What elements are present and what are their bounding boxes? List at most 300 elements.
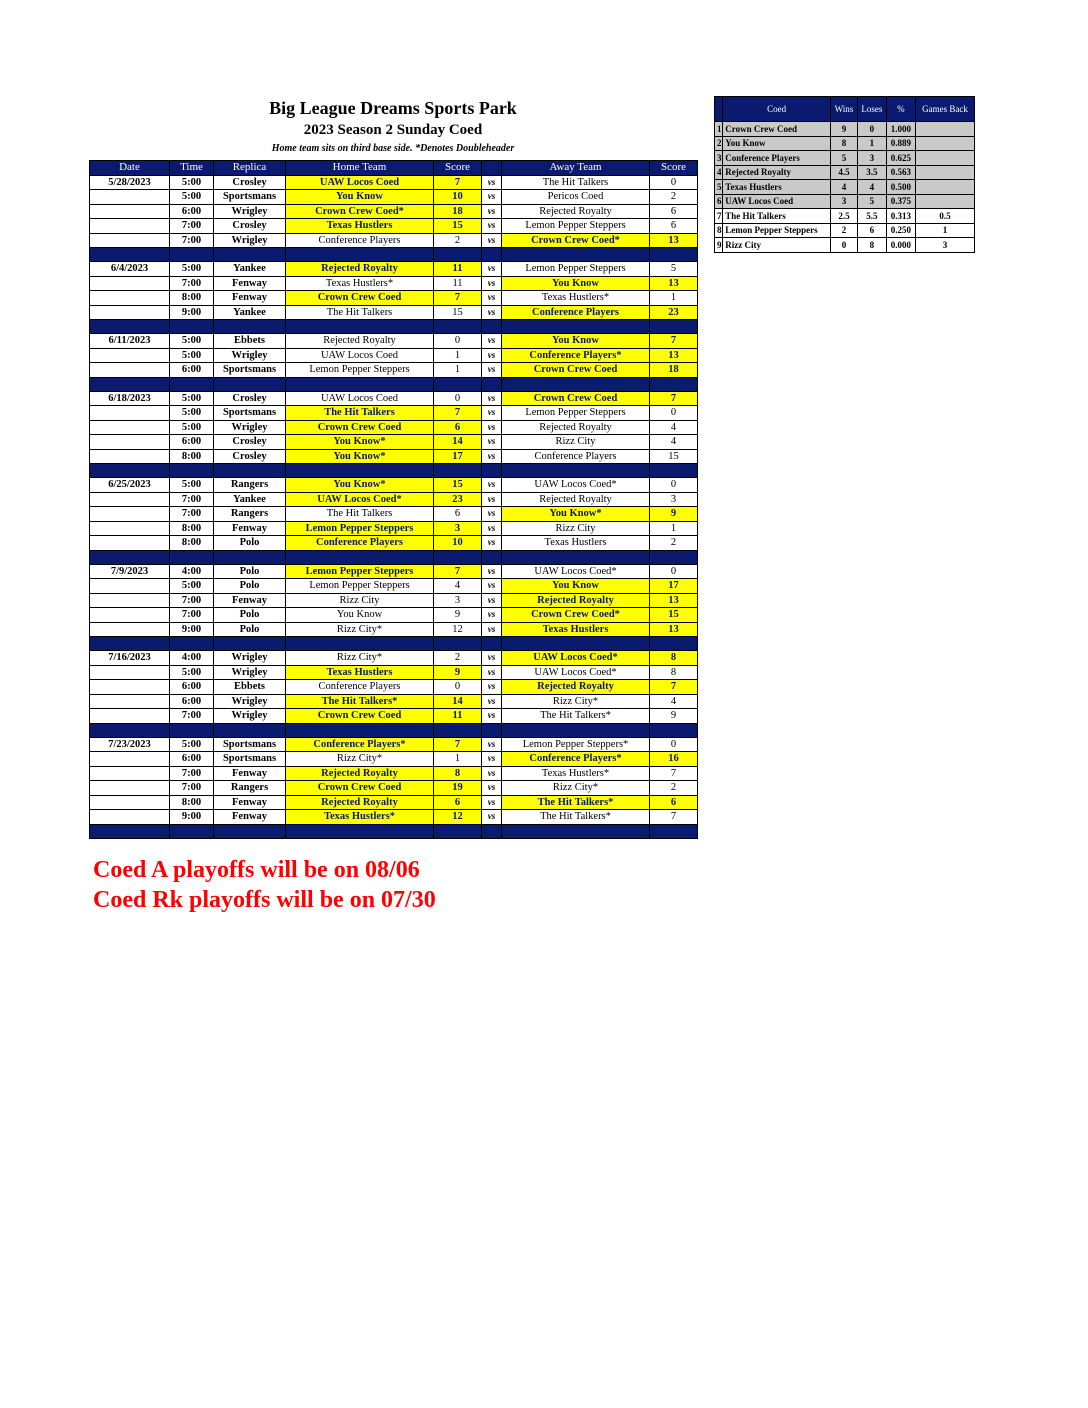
game-time: 8:00 bbox=[170, 449, 214, 464]
away-score: 4 bbox=[650, 420, 698, 435]
separator-cell bbox=[214, 637, 286, 651]
game-row bbox=[90, 175, 698, 190]
standings-rank: 1 bbox=[715, 122, 723, 137]
game-replica: Rangers bbox=[214, 781, 286, 796]
home-team: Rizz City bbox=[286, 593, 434, 608]
game-time: 7:00 bbox=[170, 766, 214, 781]
game-replica: Crosley bbox=[214, 391, 286, 406]
game-row bbox=[90, 435, 698, 450]
separator-cell bbox=[90, 377, 170, 391]
home-score: 19 bbox=[434, 781, 482, 796]
game-time: 6:00 bbox=[170, 680, 214, 695]
away-score: 9 bbox=[650, 507, 698, 522]
vs-label: vs bbox=[482, 175, 502, 190]
game-row bbox=[90, 680, 698, 695]
game-replica: Crosley bbox=[214, 219, 286, 234]
home-score: 11 bbox=[434, 276, 482, 291]
away-team: The Hit Talkers* bbox=[502, 810, 650, 825]
away-team: Texas Hustlers* bbox=[502, 766, 650, 781]
away-team: Pericos Coed bbox=[502, 190, 650, 205]
home-team: Texas Hustlers bbox=[286, 665, 434, 680]
away-team: You Know bbox=[502, 334, 650, 349]
home-team: Crown Crew Coed bbox=[286, 420, 434, 435]
away-score: 18 bbox=[650, 363, 698, 378]
game-date: 6/4/2023 bbox=[90, 262, 170, 277]
home-score: 15 bbox=[434, 305, 482, 320]
game-time: 7:00 bbox=[170, 492, 214, 507]
home-score: 17 bbox=[434, 449, 482, 464]
game-row bbox=[90, 795, 698, 810]
separator-cell bbox=[502, 824, 650, 838]
game-time: 8:00 bbox=[170, 291, 214, 306]
game-date bbox=[90, 363, 170, 378]
game-row bbox=[90, 219, 698, 234]
separator-cell bbox=[286, 637, 434, 651]
away-score: 2 bbox=[650, 781, 698, 796]
separator-cell bbox=[90, 550, 170, 564]
away-team: Rejected Royalty bbox=[502, 680, 650, 695]
standings-rank: 4 bbox=[715, 165, 723, 180]
vs-label: vs bbox=[482, 795, 502, 810]
separator-cell bbox=[170, 377, 214, 391]
game-row bbox=[90, 348, 698, 363]
away-score: 15 bbox=[650, 449, 698, 464]
away-score: 0 bbox=[650, 478, 698, 493]
game-time: 9:00 bbox=[170, 810, 214, 825]
game-date bbox=[90, 579, 170, 594]
vs-label: vs bbox=[482, 406, 502, 421]
game-time: 6:00 bbox=[170, 204, 214, 219]
game-row bbox=[90, 709, 698, 724]
game-row bbox=[90, 334, 698, 349]
standings-table bbox=[714, 96, 975, 253]
standings-row bbox=[715, 223, 975, 238]
away-team: The Hit Talkers bbox=[502, 175, 650, 190]
separator-cell bbox=[482, 824, 502, 838]
game-time: 9:00 bbox=[170, 622, 214, 637]
game-date bbox=[90, 190, 170, 205]
week-separator bbox=[90, 320, 698, 334]
game-replica: Polo bbox=[214, 536, 286, 551]
standings-loses: 8 bbox=[857, 238, 886, 253]
away-team: Rizz City bbox=[502, 521, 650, 536]
home-team: You Know bbox=[286, 190, 434, 205]
separator-cell bbox=[214, 320, 286, 334]
away-team: You Know* bbox=[502, 507, 650, 522]
separator-cell bbox=[214, 464, 286, 478]
game-time: 6:00 bbox=[170, 752, 214, 767]
game-row bbox=[90, 204, 698, 219]
vs-label: vs bbox=[482, 435, 502, 450]
home-score: 7 bbox=[434, 291, 482, 306]
away-score: 6 bbox=[650, 795, 698, 810]
game-time: 5:00 bbox=[170, 190, 214, 205]
home-score: 8 bbox=[434, 766, 482, 781]
schedule-table bbox=[89, 160, 698, 839]
away-score: 7 bbox=[650, 391, 698, 406]
game-replica: Wrigley bbox=[214, 204, 286, 219]
game-time: 5:00 bbox=[170, 420, 214, 435]
game-replica: Fenway bbox=[214, 795, 286, 810]
home-team: Rejected Royalty bbox=[286, 795, 434, 810]
separator-cell bbox=[434, 637, 482, 651]
game-date bbox=[90, 536, 170, 551]
home-score: 7 bbox=[434, 175, 482, 190]
away-score: 13 bbox=[650, 276, 698, 291]
home-score: 11 bbox=[434, 709, 482, 724]
home-team: Texas Hustlers* bbox=[286, 276, 434, 291]
vs-label: vs bbox=[482, 391, 502, 406]
away-score: 7 bbox=[650, 334, 698, 349]
vs-label: vs bbox=[482, 752, 502, 767]
separator-cell bbox=[286, 464, 434, 478]
game-row bbox=[90, 391, 698, 406]
game-date: 6/11/2023 bbox=[90, 334, 170, 349]
home-score: 14 bbox=[434, 435, 482, 450]
home-team: Rizz City* bbox=[286, 752, 434, 767]
home-team: Lemon Pepper Steppers bbox=[286, 579, 434, 594]
away-team: The Hit Talkers* bbox=[502, 709, 650, 724]
standings-row bbox=[715, 122, 975, 137]
separator-cell bbox=[650, 550, 698, 564]
game-replica: Fenway bbox=[214, 766, 286, 781]
home-score: 2 bbox=[434, 651, 482, 666]
game-replica: Sportsmans bbox=[214, 363, 286, 378]
separator-cell bbox=[434, 320, 482, 334]
away-team: Lemon Pepper Steppers bbox=[502, 262, 650, 277]
game-date: 7/9/2023 bbox=[90, 564, 170, 579]
game-date bbox=[90, 622, 170, 637]
separator-cell bbox=[482, 637, 502, 651]
game-row bbox=[90, 622, 698, 637]
home-score: 7 bbox=[434, 406, 482, 421]
away-score: 4 bbox=[650, 694, 698, 709]
home-score: 3 bbox=[434, 521, 482, 536]
game-replica: Fenway bbox=[214, 276, 286, 291]
col-header-home-score: Score bbox=[434, 161, 482, 176]
game-time: 7:00 bbox=[170, 608, 214, 623]
standings-wins: 2.5 bbox=[831, 209, 858, 224]
standings-rank: 6 bbox=[715, 194, 723, 209]
away-team: Rejected Royalty bbox=[502, 492, 650, 507]
game-date bbox=[90, 709, 170, 724]
vs-label: vs bbox=[482, 651, 502, 666]
standings-loses: 3.5 bbox=[857, 165, 886, 180]
home-team: Crown Crew Coed bbox=[286, 781, 434, 796]
standings-row bbox=[715, 180, 975, 195]
game-time: 5:00 bbox=[170, 391, 214, 406]
standings-loses: 5.5 bbox=[857, 209, 886, 224]
separator-cell bbox=[482, 550, 502, 564]
home-team: Rizz City* bbox=[286, 622, 434, 637]
separator-cell bbox=[434, 723, 482, 737]
game-replica: Sportsmans bbox=[214, 190, 286, 205]
home-score: 2 bbox=[434, 233, 482, 248]
standings-pct: 0.889 bbox=[886, 136, 915, 151]
home-team: Conference Players bbox=[286, 680, 434, 695]
vs-label: vs bbox=[482, 492, 502, 507]
game-replica: Polo bbox=[214, 622, 286, 637]
game-date bbox=[90, 810, 170, 825]
game-row bbox=[90, 449, 698, 464]
separator-cell bbox=[434, 248, 482, 262]
standings-pct: 0.375 bbox=[886, 194, 915, 209]
game-replica: Crosley bbox=[214, 175, 286, 190]
standings-team: Rizz City bbox=[723, 238, 831, 253]
away-score: 1 bbox=[650, 521, 698, 536]
standings-loses: 6 bbox=[857, 223, 886, 238]
home-team: UAW Locos Coed bbox=[286, 175, 434, 190]
away-score: 13 bbox=[650, 348, 698, 363]
game-replica: Yankee bbox=[214, 492, 286, 507]
separator-cell bbox=[214, 377, 286, 391]
away-team: Crown Crew Coed* bbox=[502, 608, 650, 623]
game-date: 7/23/2023 bbox=[90, 737, 170, 752]
game-date bbox=[90, 348, 170, 363]
separator-cell bbox=[650, 248, 698, 262]
game-time: 5:00 bbox=[170, 262, 214, 277]
standings-pct: 0.500 bbox=[886, 180, 915, 195]
home-team: Texas Hustlers bbox=[286, 219, 434, 234]
away-score: 6 bbox=[650, 219, 698, 234]
away-team: UAW Locos Coed* bbox=[502, 665, 650, 680]
separator-cell bbox=[502, 377, 650, 391]
home-score: 1 bbox=[434, 348, 482, 363]
home-score: 0 bbox=[434, 391, 482, 406]
game-date: 6/18/2023 bbox=[90, 391, 170, 406]
game-date bbox=[90, 233, 170, 248]
standings-loses: 4 bbox=[857, 180, 886, 195]
separator-cell bbox=[170, 824, 214, 838]
separator-cell bbox=[170, 723, 214, 737]
game-replica: Fenway bbox=[214, 521, 286, 536]
vs-label: vs bbox=[482, 478, 502, 493]
col-header-away-score: Score bbox=[650, 161, 698, 176]
vs-label: vs bbox=[482, 190, 502, 205]
standings-wins: 4.5 bbox=[831, 165, 858, 180]
game-time: 8:00 bbox=[170, 795, 214, 810]
standings-loses: 5 bbox=[857, 194, 886, 209]
home-team: Conference Players bbox=[286, 536, 434, 551]
away-score: 8 bbox=[650, 665, 698, 680]
home-score: 10 bbox=[434, 536, 482, 551]
game-date: 7/16/2023 bbox=[90, 651, 170, 666]
standings-loses: 0 bbox=[857, 122, 886, 137]
away-team: Rejected Royalty bbox=[502, 593, 650, 608]
home-score: 11 bbox=[434, 262, 482, 277]
game-date bbox=[90, 204, 170, 219]
vs-label: vs bbox=[482, 564, 502, 579]
game-row bbox=[90, 752, 698, 767]
game-row bbox=[90, 420, 698, 435]
game-time: 4:00 bbox=[170, 651, 214, 666]
standings-games-back: 0.5 bbox=[915, 209, 974, 224]
away-team: Crown Crew Coed bbox=[502, 363, 650, 378]
away-team: Texas Hustlers bbox=[502, 536, 650, 551]
home-team: You Know bbox=[286, 608, 434, 623]
page-title: Big League Dreams Sports Park bbox=[269, 98, 517, 118]
game-time: 7:00 bbox=[170, 276, 214, 291]
game-replica: Wrigley bbox=[214, 665, 286, 680]
away-score: 13 bbox=[650, 233, 698, 248]
game-time: 7:00 bbox=[170, 233, 214, 248]
home-score: 12 bbox=[434, 622, 482, 637]
game-row bbox=[90, 579, 698, 594]
game-replica: Wrigley bbox=[214, 709, 286, 724]
away-team: Conference Players* bbox=[502, 752, 650, 767]
game-time: 9:00 bbox=[170, 305, 214, 320]
standings-games-back bbox=[915, 194, 974, 209]
separator-cell bbox=[90, 248, 170, 262]
standings-header-wins: Wins bbox=[831, 97, 858, 122]
standings-team: Crown Crew Coed bbox=[723, 122, 831, 137]
standings-team: Conference Players bbox=[723, 151, 831, 166]
home-score: 6 bbox=[434, 795, 482, 810]
away-score: 2 bbox=[650, 536, 698, 551]
game-row bbox=[90, 492, 698, 507]
week-separator bbox=[90, 550, 698, 564]
standings-rank: 5 bbox=[715, 180, 723, 195]
game-replica: Wrigley bbox=[214, 420, 286, 435]
col-header-away-team: Away Team bbox=[502, 161, 650, 176]
home-score: 15 bbox=[434, 219, 482, 234]
home-score: 1 bbox=[434, 752, 482, 767]
separator-cell bbox=[214, 248, 286, 262]
away-team: The Hit Talkers* bbox=[502, 795, 650, 810]
game-row bbox=[90, 536, 698, 551]
standings-header-coed: Coed bbox=[723, 97, 831, 122]
away-team: You Know bbox=[502, 276, 650, 291]
separator-cell bbox=[434, 550, 482, 564]
standings-header-loses: Loses bbox=[857, 97, 886, 122]
separator-cell bbox=[170, 464, 214, 478]
away-team: Texas Hustlers bbox=[502, 622, 650, 637]
game-time: 7:00 bbox=[170, 507, 214, 522]
home-score: 6 bbox=[434, 507, 482, 522]
game-time: 5:00 bbox=[170, 579, 214, 594]
col-header-time: Time bbox=[170, 161, 214, 176]
game-row bbox=[90, 781, 698, 796]
away-team: Conference Players* bbox=[502, 348, 650, 363]
game-row bbox=[90, 406, 698, 421]
standings-pct: 0.563 bbox=[886, 165, 915, 180]
away-score: 17 bbox=[650, 579, 698, 594]
col-header-home-team: Home Team bbox=[286, 161, 434, 176]
standings-team: UAW Locos Coed bbox=[723, 194, 831, 209]
standings-header-pct: % bbox=[886, 97, 915, 122]
home-score: 3 bbox=[434, 593, 482, 608]
separator-cell bbox=[650, 377, 698, 391]
home-score: 23 bbox=[434, 492, 482, 507]
standings-row bbox=[715, 238, 975, 253]
away-team: Crown Crew Coed* bbox=[502, 233, 650, 248]
standings-team: You Know bbox=[723, 136, 831, 151]
home-team: Crown Crew Coed* bbox=[286, 204, 434, 219]
home-team: The Hit Talkers bbox=[286, 406, 434, 421]
vs-label: vs bbox=[482, 363, 502, 378]
standings-header-rank bbox=[715, 97, 723, 122]
game-date: 5/28/2023 bbox=[90, 175, 170, 190]
standings-wins: 9 bbox=[831, 122, 858, 137]
game-replica: Crosley bbox=[214, 449, 286, 464]
separator-cell bbox=[502, 464, 650, 478]
game-time: 5:00 bbox=[170, 478, 214, 493]
game-row bbox=[90, 564, 698, 579]
separator-cell bbox=[502, 637, 650, 651]
away-team: Rizz City* bbox=[502, 781, 650, 796]
standings-pct: 1.000 bbox=[886, 122, 915, 137]
separator-cell bbox=[286, 723, 434, 737]
standings-body bbox=[715, 122, 975, 253]
standings-wins: 3 bbox=[831, 194, 858, 209]
away-score: 7 bbox=[650, 810, 698, 825]
game-date bbox=[90, 276, 170, 291]
separator-cell bbox=[170, 320, 214, 334]
game-date bbox=[90, 781, 170, 796]
home-score: 0 bbox=[434, 334, 482, 349]
week-separator bbox=[90, 248, 698, 262]
standings-games-back bbox=[915, 180, 974, 195]
away-team: Texas Hustlers* bbox=[502, 291, 650, 306]
standings-pct: 0.250 bbox=[886, 223, 915, 238]
game-time: 5:00 bbox=[170, 348, 214, 363]
game-date bbox=[90, 766, 170, 781]
separator-cell bbox=[170, 248, 214, 262]
standings-games-back: 3 bbox=[915, 238, 974, 253]
vs-label: vs bbox=[482, 262, 502, 277]
col-header-date: Date bbox=[90, 161, 170, 176]
game-date bbox=[90, 449, 170, 464]
game-time: 7:00 bbox=[170, 593, 214, 608]
away-score: 2 bbox=[650, 190, 698, 205]
standings-rank: 7 bbox=[715, 209, 723, 224]
separator-cell bbox=[502, 723, 650, 737]
separator-cell bbox=[434, 824, 482, 838]
separator-cell bbox=[90, 464, 170, 478]
standings-team: Rejected Royalty bbox=[723, 165, 831, 180]
vs-label: vs bbox=[482, 305, 502, 320]
home-score: 15 bbox=[434, 478, 482, 493]
game-date bbox=[90, 406, 170, 421]
game-date bbox=[90, 420, 170, 435]
game-row bbox=[90, 766, 698, 781]
away-score: 8 bbox=[650, 651, 698, 666]
game-row bbox=[90, 593, 698, 608]
home-score: 18 bbox=[434, 204, 482, 219]
game-row bbox=[90, 665, 698, 680]
away-score: 16 bbox=[650, 752, 698, 767]
game-row bbox=[90, 291, 698, 306]
standings-row bbox=[715, 194, 975, 209]
game-row bbox=[90, 810, 698, 825]
col-header-replica: Replica bbox=[214, 161, 286, 176]
game-row bbox=[90, 478, 698, 493]
away-score: 15 bbox=[650, 608, 698, 623]
home-score: 14 bbox=[434, 694, 482, 709]
game-date bbox=[90, 435, 170, 450]
game-row bbox=[90, 305, 698, 320]
week-separator bbox=[90, 824, 698, 838]
away-team: You Know bbox=[502, 579, 650, 594]
separator-cell bbox=[286, 377, 434, 391]
away-team: UAW Locos Coed* bbox=[502, 478, 650, 493]
vs-label: vs bbox=[482, 608, 502, 623]
separator-cell bbox=[650, 824, 698, 838]
home-score: 0 bbox=[434, 680, 482, 695]
playoff-notice-coed-rk: Coed Rk playoffs will be on 07/30 bbox=[93, 887, 436, 913]
page-note: Home team sits on third base side. *Denotes Doubleheader bbox=[271, 143, 515, 154]
game-replica: Rangers bbox=[214, 507, 286, 522]
